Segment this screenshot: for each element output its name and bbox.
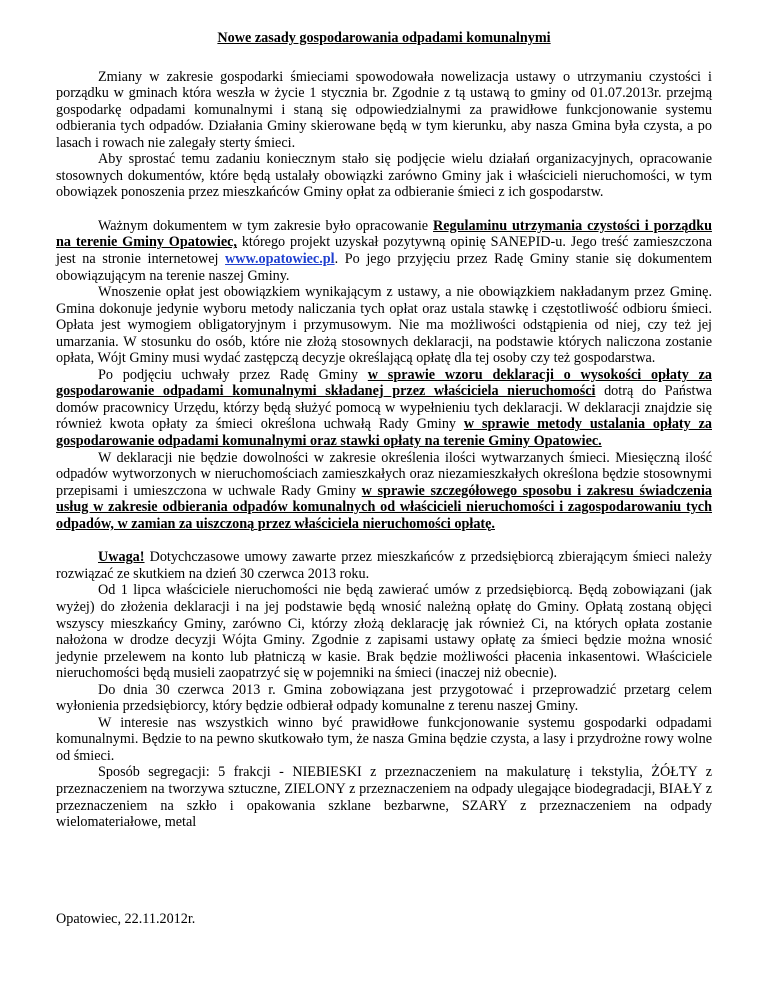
regulation-title: Regulaminu utrzymania czystości i porządku na terenie Gminy Opatowiec, xyxy=(56,217,712,251)
paragraph-segregation: Sposób segregacji: 5 frakcji - NIEBIESKI z przeznaczeniem na makulaturę i tekstylia, ŻÓŁTY z przeznaczeniem na tworzywa sztuczne, ZIELONY z przeznaczeniem na odpady ulegające biodegradacji, BIAŁY z przeznaczeniem na szkło i opakowania szklane bezbarwne, SZARY z przeznaczeniem na odpady wielomateriałowe, metal xyxy=(56,764,712,831)
paragraph-tender: Do dnia 30 czerwca 2013 r. Gmina zobowiązana jest przygotować i przeprowadzić przetarg celem wyłonienia przedsiębiorcy, który będzie odbierał odpady komunalne z terenu naszej Gminy. xyxy=(56,681,712,715)
paragraph-attention xyxy=(56,549,712,582)
document-date: Opatowiec, 22.11.2012r. xyxy=(56,911,196,927)
paragraph-law-change: Zmiany w zakresie gospodarki śmieciami spowodowała nowelizacja ustawy o utrzymaniu czystości i porządku w gminach która weszła w życie 1 stycznia br. Zgodnie z tą ustawą to gminy od 01.07.2013r. przejmą gospodarkę odpadami komunalnymi i staną się odpowiedzialnymi za prawidłowe funkcjonowanie systemu odbierania tych odpadów. Działania Gminy skierowane będą w tym kierunku, aby nasza Gmina była czysta, a po lasach i rowach nie zalegały sterty śmieci. xyxy=(56,68,712,151)
paragraph-from-july: Od 1 lipca właściciele nieruchomości nie będą zawierać umów z przedsiębiorcą. Będą zobowiązani (jak wyżej) do złożenia deklaracji i na jej podstawie będą wnosić należną opłatę do Gminy. Opłatą zostaną objęci wszyscy mieszkańcy Gminy, zarówno Ci, którzy złożą deklarację jak również Ci, na których opłata zostanie nałożona w drodze decyzji Wójta Gminy. Zgodnie z zapisami ustawy opłatę za śmieci będzie można wnosić jedynie przelewem na konto lub płatniczą w kasie. Brak będzie możliwości płacenia inkasentowi. Właściciele nieruchomości będą musieli zaopatrzyć się w pojemniki na śmieci (inaczej niż obecnie). xyxy=(56,582,712,682)
text-run: W deklaracji nie będzie dowolności w zakresie określenia ilości wytwarzanych śmieci. Miesięczną ilość odpadów wytworzonych w nieruchomościach zamieszkałych oraz niezamieszkałych określona będzie stosownymi przepisami i umieszczona w uchwale Rady Gminy xyxy=(56,449,712,499)
resolution-fee-title: w sprawie metody ustalania opłaty za gospodarowanie odpadami komunalnymi oraz stawki opłaty na terenie Gminy Opatowiec. xyxy=(56,416,712,450)
text-run: Po podjęciu uchwały przez Radę Gminy xyxy=(98,366,368,383)
resolution-service-title: w sprawie szczegółowego sposobu i zakresu świadczenia usług w zakresie odbierania odpadów komunalnych od właścicieli nieruchomości i zagospodarowaniu tych odpadów, w zamian za uiszczoną przez właściciela nieruchomości opłatę. xyxy=(56,482,712,532)
text-run: Dotychczasowe umowy zawarte przez mieszkańców z przedsiębiorcą zbierającym śmieci należy rozwiązać ze skutkiem na dzień 30 czerwca 2013 roku. xyxy=(56,549,712,582)
document-title: Nowe zasady gospodarowania odpadami komunalnymi xyxy=(217,30,551,46)
website-link[interactable]: www.opatowiec.pl xyxy=(225,251,335,268)
text-run: Ważnym dokumentem w tym zakresie było opracowanie xyxy=(98,217,434,234)
resolution-declaration-title: w sprawie wzoru deklaracji o wysokości opłaty za gospodarowanie odpadami komunalnymi składanej przez właściciela nieruchomości xyxy=(56,366,712,400)
paragraph-gap xyxy=(56,201,712,218)
attention-label: Uwaga! xyxy=(98,549,145,566)
text-run: dotrą do Państwa domów pracownicy Urzędu, którzy będą służyć pomocą w wypełnieniu tych deklaracji. W deklaracji znajdzie się również kwota opłaty za śmieci określona uchwałą Rady Gminy xyxy=(56,383,712,433)
text-run: którego projekt uzyskał pozytywną opinię SANEPID-u. Jego treść zamieszczona jest na stronie internetowej xyxy=(56,234,713,268)
paragraph-waste-amount xyxy=(56,450,712,533)
text-run: . Po jego przyjęciu przez Radę Gminy stanie się dokumentem obowiązującym na terenie naszej Gminy. xyxy=(56,251,712,284)
paragraph-declaration xyxy=(56,367,712,450)
paragraph-fees: Wnoszenie opłat jest obowiązkiem wynikającym z ustawy, a nie obowiązkiem nakładanym przez Gminę. Gmina dokonuje jedynie wyboru metody naliczania tych opłat oraz ustala stawkę i częstotliwość odbioru śmieci. Opłata jest wymogiem obligatoryjnym i przymusowym. Nie ma możliwości odstąpienia od niej, czy też jej umarzania. W stosunku do osób, które nie złożą stosownych deklaracji, na podstawie których naliczona zostanie opłata, Wójt Gminy musi wydać zastępczą decyzje określającą opłatę dla tej osoby czy też gospodarstwa. xyxy=(56,284,712,367)
paragraph-gap xyxy=(56,532,712,549)
paragraph-common-interest: W interesie nas wszystkich winno być prawidłowe funkcjonowanie systemu gospodarki odpadami komunalnymi. Będzie to na pewno skutkowało tym, że nasza Gmina będzie czysta, a lasy i przydrożne rowy wolne od śmieci. xyxy=(56,714,712,764)
paragraph-organizational-actions: Aby sprostać temu zadaniu koniecznym stało się podjęcie wielu działań organizacyjnych, opracowanie stosownych dokumentów, które będą ustalały obowiązki zarówno Gminy jak i właścicieli nieruchomości, w tym obowiązek ponoszenia przez mieszkańców Gminy opłat za odbieranie śmieci z ich gospodarstw. xyxy=(56,151,712,201)
paragraph-regulation xyxy=(56,218,712,284)
